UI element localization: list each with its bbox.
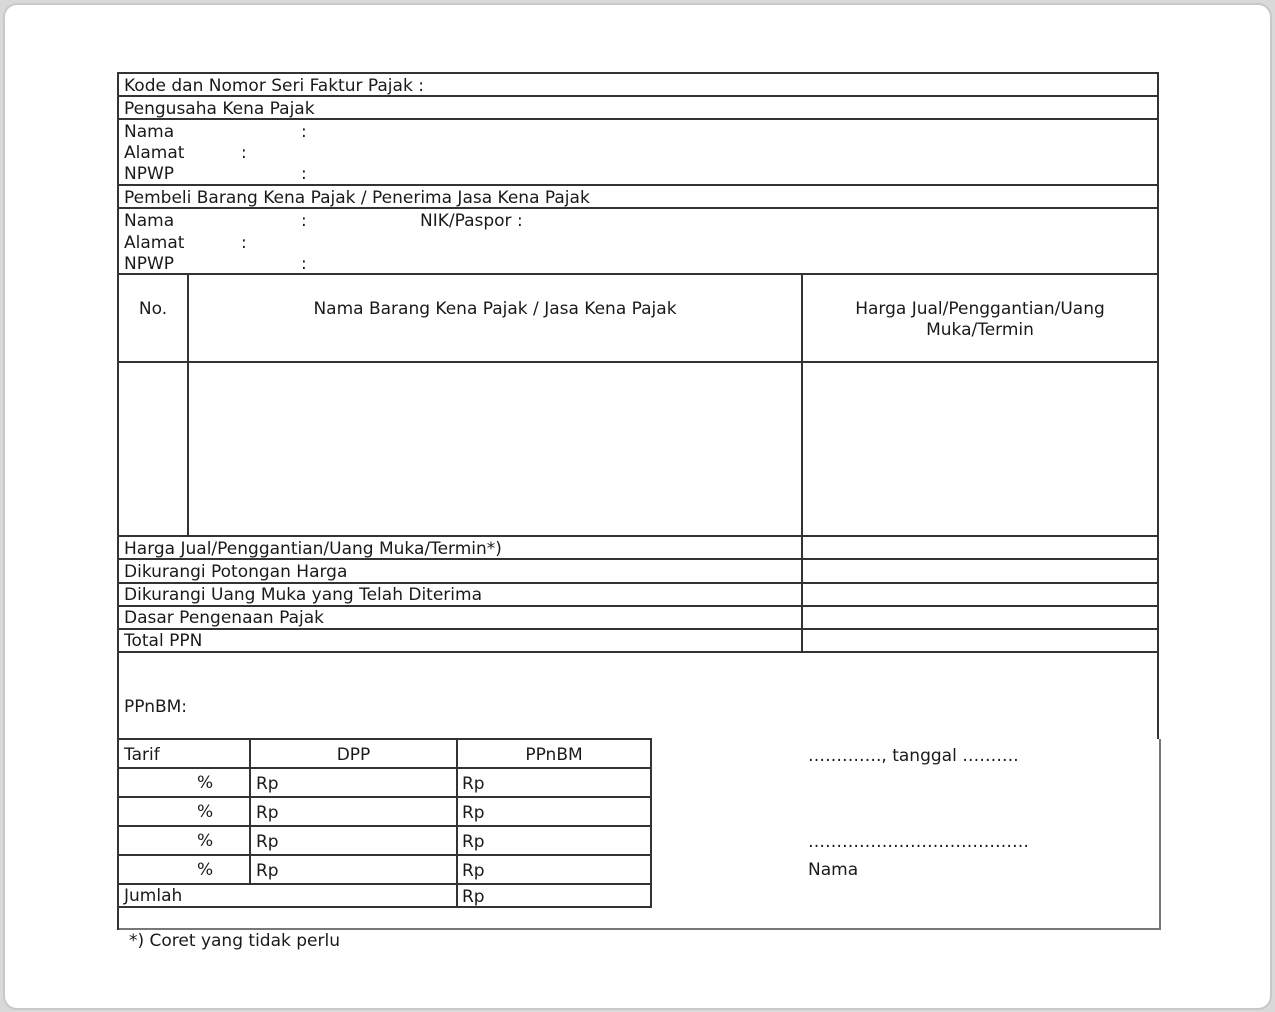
items-nama-cell[interactable] <box>189 363 801 535</box>
signature-place-date: …………., tanggal ………. <box>808 746 1019 766</box>
signature-line: ………………………………… <box>808 832 1029 852</box>
buyer-npwp-label: NPWP <box>124 254 175 274</box>
ppnbm-tarif-cell[interactable]: % <box>197 860 214 880</box>
summary-total-ppn-value[interactable] <box>803 630 1157 651</box>
ppnbm-dpp-cell[interactable]: Rp <box>256 832 279 852</box>
seller-nama-label: Nama <box>124 122 175 142</box>
ppnbm-dpp-cell[interactable]: Rp <box>256 803 279 823</box>
buyer-npwp-colon: : <box>301 254 307 274</box>
summary-harga-jual-label: Harga Jual/Penggantian/Uang Muka/Termin*) <box>124 539 502 559</box>
footnote: *) Coret yang tidak perlu <box>129 931 340 951</box>
ppnbm-tarif-cell[interactable]: % <box>197 802 214 822</box>
items-col-harga-line2: Muka/Termin <box>926 320 1034 340</box>
ppnbm-tarif-cell[interactable]: % <box>197 831 214 851</box>
seller-alamat-colon: : <box>241 143 247 163</box>
ppnbm-col-ppnbm: PPnBM <box>525 745 583 765</box>
summary-potongan-label: Dikurangi Potongan Harga <box>124 562 348 582</box>
summary-uang-muka-label: Dikurangi Uang Muka yang Telah Diterima <box>124 585 482 605</box>
seller-npwp-colon: : <box>301 164 307 184</box>
ppnbm-value-cell[interactable]: Rp <box>462 861 485 881</box>
ppnbm-tarif-cell[interactable]: % <box>197 773 214 793</box>
seller-alamat-label: Alamat <box>124 143 185 163</box>
seller-nama-colon: : <box>301 122 307 142</box>
signature-name-label: Nama <box>808 860 859 880</box>
ppnbm-dpp-cell[interactable]: Rp <box>256 861 279 881</box>
ppnbm-col-tarif: Tarif <box>124 745 160 765</box>
summary-potongan-value[interactable] <box>803 560 1157 582</box>
summary-uang-muka-value[interactable] <box>803 584 1157 605</box>
ppnbm-value-cell[interactable]: Rp <box>462 774 485 794</box>
buyer-nama-colon: : <box>301 211 307 231</box>
buyer-nama-label: Nama <box>124 211 175 231</box>
ppnbm-value-cell[interactable]: Rp <box>462 803 485 823</box>
summary-dpp-value[interactable] <box>803 607 1157 628</box>
summary-total-ppn-label: Total PPN <box>124 631 203 651</box>
items-col-harga-line1: Harga Jual/Penggantian/Uang <box>855 299 1105 319</box>
summary-harga-jual-value[interactable] <box>803 537 1157 558</box>
ppnbm-label: PPnBM: <box>124 697 188 717</box>
ppnbm-value-cell[interactable]: Rp <box>462 832 485 852</box>
ppnbm-col-dpp: DPP <box>336 745 371 765</box>
seller-npwp-label: NPWP <box>124 164 175 184</box>
ppnbm-jumlah-label: Jumlah <box>124 886 183 906</box>
items-harga-cell[interactable] <box>803 363 1157 535</box>
ppnbm-dpp-cell[interactable]: Rp <box>256 774 279 794</box>
buyer-nik-label: NIK/Paspor : <box>420 211 523 231</box>
items-col-nama: Nama Barang Kena Pajak / Jasa Kena Pajak <box>313 299 677 319</box>
items-col-no: No. <box>138 299 168 319</box>
items-no-cell[interactable] <box>119 363 187 535</box>
pembeli-heading: Pembeli Barang Kena Pajak / Penerima Jasa Kena Pajak <box>124 188 590 208</box>
summary-dpp-label: Dasar Pengenaan Pajak <box>124 608 324 628</box>
buyer-alamat-colon: : <box>241 233 247 253</box>
kode-nomor-seri-label: Kode dan Nomor Seri Faktur Pajak : <box>124 76 424 96</box>
ppnbm-jumlah-value[interactable]: Rp <box>462 887 485 907</box>
buyer-alamat-label: Alamat <box>124 233 185 253</box>
pengusaha-kena-pajak-heading: Pengusaha Kena Pajak <box>124 99 315 119</box>
